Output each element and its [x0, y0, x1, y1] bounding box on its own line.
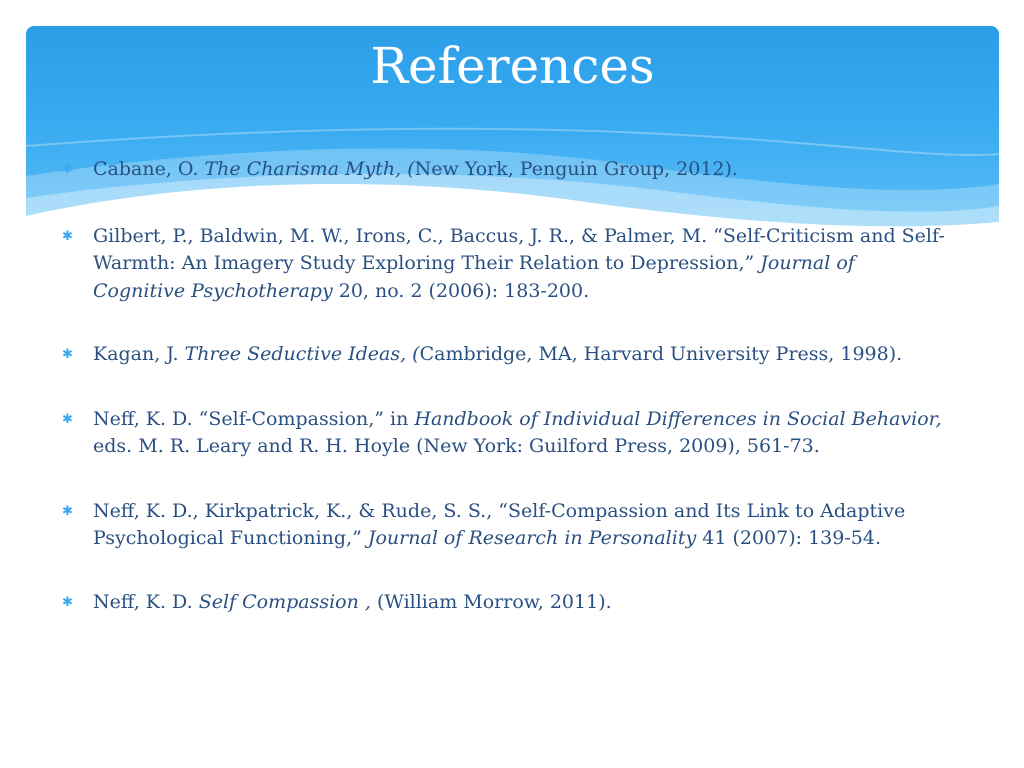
reference-text: Neff, K. D. [93, 590, 199, 613]
reference-text: Gilbert, P., Baldwin, M. W., Irons, C., Baccus, J. R., & Palmer, M. “Self-Criticism and Self-Warmth: An Imagery Study Exploring Their Relation to Depression,” [93, 224, 945, 274]
reference-list [60, 156, 950, 616]
reference-text: Neff, K. D., Kirkpatrick, K., & Rude, S. S., “Self-Compassion and Its Link to Adaptive Psychological Functioning,” [93, 499, 906, 549]
reference-title: Three Seductive Ideas, ( [184, 343, 420, 365]
reference-item [60, 223, 950, 306]
asterisk-bullet-icon: ✱ [62, 411, 73, 427]
reference-item [60, 406, 950, 461]
slide-title: References [370, 37, 655, 95]
asterisk-bullet-icon: ✱ [62, 228, 73, 244]
reference-publication: Cambridge, MA, Harvard University Press, 1998). [419, 343, 903, 365]
reference-title: Journal of Research in Personality [367, 527, 697, 549]
reference-item [60, 156, 950, 184]
reference-item [60, 589, 950, 617]
reference-publication: New York, Penguin Group, 2012). [414, 158, 738, 180]
reference-publication: eds. M. R. Leary and R. H. Hoyle (New York: Guilford Press, 2009), 561-73. [93, 435, 820, 457]
reference-item [60, 498, 950, 553]
reference-text: Cabane, O. [93, 158, 205, 180]
reference-title: Handbook of Individual Differences in Social Behavior, [414, 407, 942, 430]
asterisk-bullet-icon: ✱ [62, 503, 73, 519]
reference-text: Kagan, J. [93, 343, 185, 365]
reference-title: The Charisma Myth, ( [204, 158, 415, 180]
reference-publication: 41 (2007): 139-54. [696, 527, 881, 549]
reference-title: Self Compassion , [198, 590, 371, 613]
reference-text: Neff, K. D. “Self-Compassion,” in [93, 407, 415, 430]
reference-item [60, 341, 950, 369]
asterisk-bullet-icon: ✱ [62, 594, 73, 610]
reference-publication: 20, no. 2 (2006): 183-200. [332, 279, 590, 302]
asterisk-bullet-icon: ✱ [62, 347, 73, 362]
reference-publication: (William Morrow, 2011). [370, 590, 612, 613]
asterisk-bullet-icon: ✱ [62, 162, 73, 177]
reference-title: Journal of Cognitive Psychotherapy [93, 252, 855, 302]
